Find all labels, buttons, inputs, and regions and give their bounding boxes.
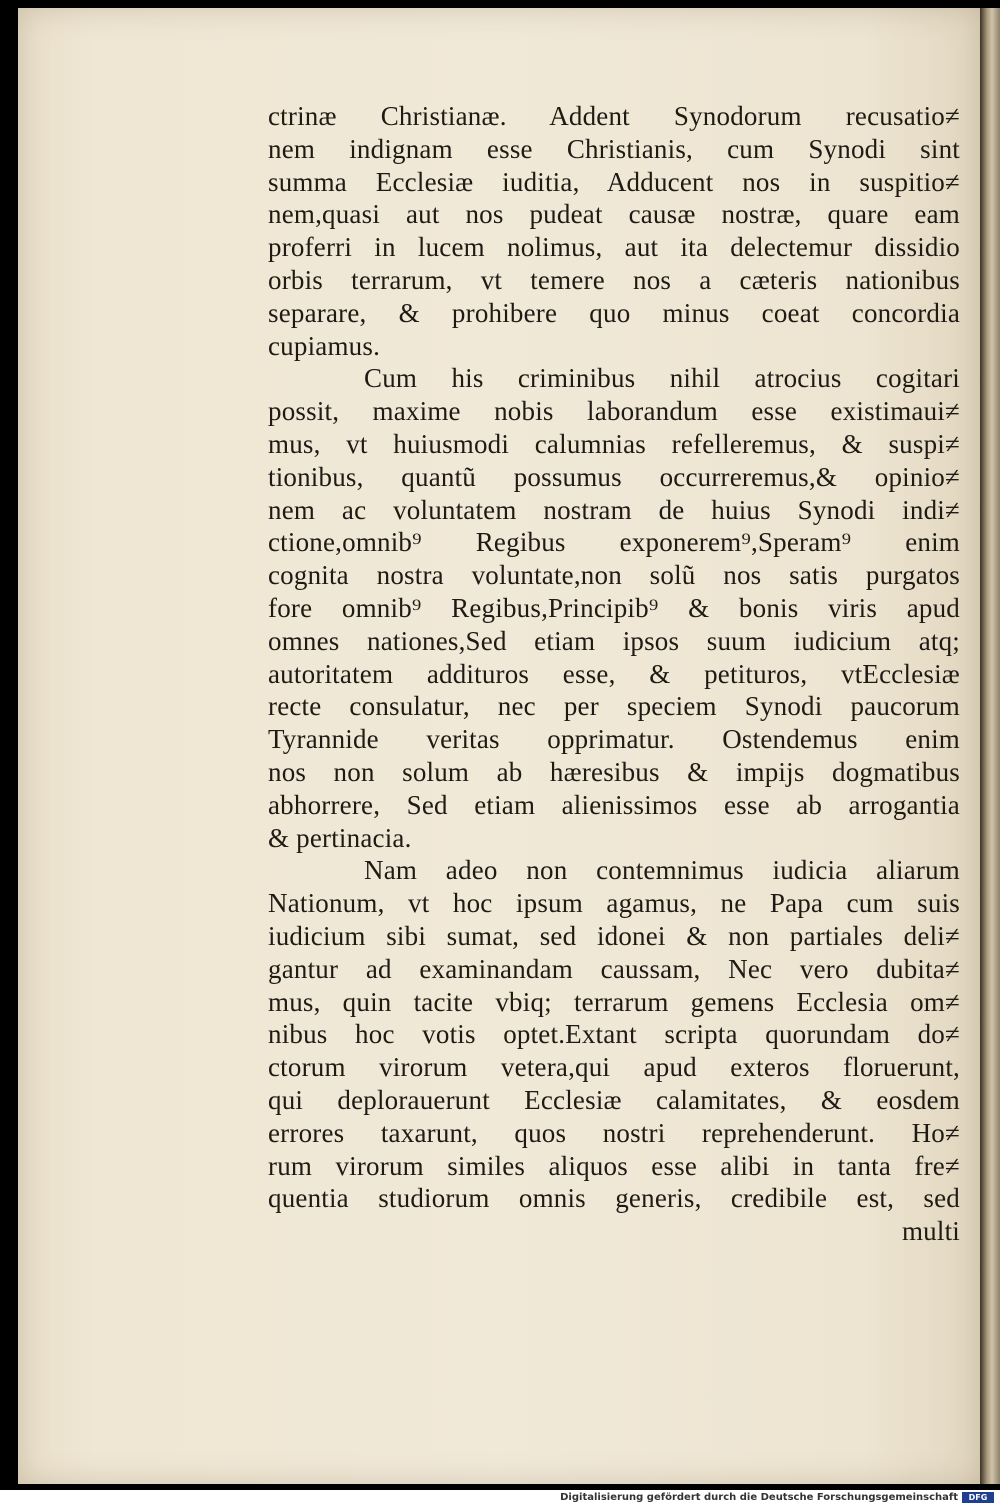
text-line-4: nem,quasi aut nos pudeat causæ nostræ, quare eam <box>268 199 960 230</box>
page-text <box>268 100 960 1248</box>
text-line-22: abhorrere, Sed etiam alienissimos esse ab arrogantia <box>268 789 960 820</box>
text-line-27: gantur ad examinandam caussam, Nec vero dubita≠ <box>268 953 960 984</box>
text-line-26: iudicium sibi sumat, sed idonei & non partiales deli≠ <box>268 920 960 951</box>
text-line-25: Nationum, vt hoc ipsum agamus, ne Papa cum suis <box>268 888 960 919</box>
text-line-29: nibus hoc votis optet.Extant scripta quorundam do≠ <box>268 1019 960 1050</box>
text-line-6: orbis terrarum, vt temere nos a cæteris nationibus <box>268 264 960 295</box>
text-line-7: separare, & prohibere quo minus coeat concordia <box>268 297 960 328</box>
text-line-28: mus, quin tacite vbiq; terrarum gemens Ecclesia om≠ <box>268 986 960 1017</box>
text-line-19: recte consulatur, nec per speciem Synodi paucorum <box>268 691 960 722</box>
text-line-2: nem indignam esse Christianis, cum Synodi sint <box>268 133 960 164</box>
text-line-12: tionibus, quantũ possumus occurreremus,& opinio≠ <box>268 461 960 492</box>
page-edge <box>980 8 1000 1484</box>
text-line-10: possit, maxime nobis laborandum esse existimaui≠ <box>268 396 960 427</box>
text-line-20: Tyrannide veritas opprimatur. Ostendemus enim <box>268 724 960 755</box>
text-line-9: Cum his criminibus nihil atrocius cogitari <box>364 363 960 394</box>
text-line-11: mus, vt huiusmodi calumnias refelleremus, & suspi≠ <box>268 428 960 459</box>
text-line-16: fore omnib⁹ Regibus,Principib⁹ & bonis viris apud <box>268 592 960 623</box>
dfg-logo: DFG <box>962 1492 994 1503</box>
text-line-24: Nam adeo non contemnimus iudicia aliarum <box>364 855 960 886</box>
text-line-31: qui deplorauerunt Ecclesiæ calamitates, & eosdem <box>268 1084 960 1115</box>
text-line-32: errores taxarunt, quos nostri reprehenderunt. Ho≠ <box>268 1117 960 1148</box>
text-line-23: & pertinacia. <box>268 822 412 853</box>
text-line-14: ctione,omnib⁹ Regibus exponerem⁹,Speram⁹ enim <box>268 527 960 558</box>
text-line-15: cognita nostra voluntate,non solũ nos satis purgatos <box>268 560 960 591</box>
text-line-30: ctorum virorum vetera,qui apud exteros floruerunt, <box>268 1052 960 1083</box>
text-line-21: nos non solum ab hæresibus & impijs dogmatibus <box>268 756 960 787</box>
funding-credit: Digitalisierung gefördert durch die Deutsche Forschungsgemeinschaft <box>560 1492 958 1503</box>
text-line-33: rum virorum similes aliquos esse alibi in tanta fre≠ <box>268 1150 960 1181</box>
text-line-1: ctrinæ Christianæ. Addent Synodorum recusatio≠ <box>268 101 960 131</box>
catchword: multi <box>901 1216 960 1247</box>
text-line-8: cupiamus. <box>268 330 381 361</box>
text-line-18: autoritatem addituros esse, & petituros, vtEcclesiæ <box>268 658 960 689</box>
text-line-3: summa Ecclesiæ iuditia, Adducent nos in suspitio≠ <box>268 166 960 197</box>
text-line-17: omnes nationes,Sed etiam ipsos suum iudicium atq; <box>268 625 960 656</box>
text-line-13: nem ac voluntatem nostram de huius Synodi indi≠ <box>268 494 960 525</box>
text-line-5: proferri in lucem nolimus, aut ita delectemur dissidio <box>268 232 960 263</box>
text-line-34: quentia studiorum omnis generis, credibile est, sed <box>268 1183 960 1214</box>
